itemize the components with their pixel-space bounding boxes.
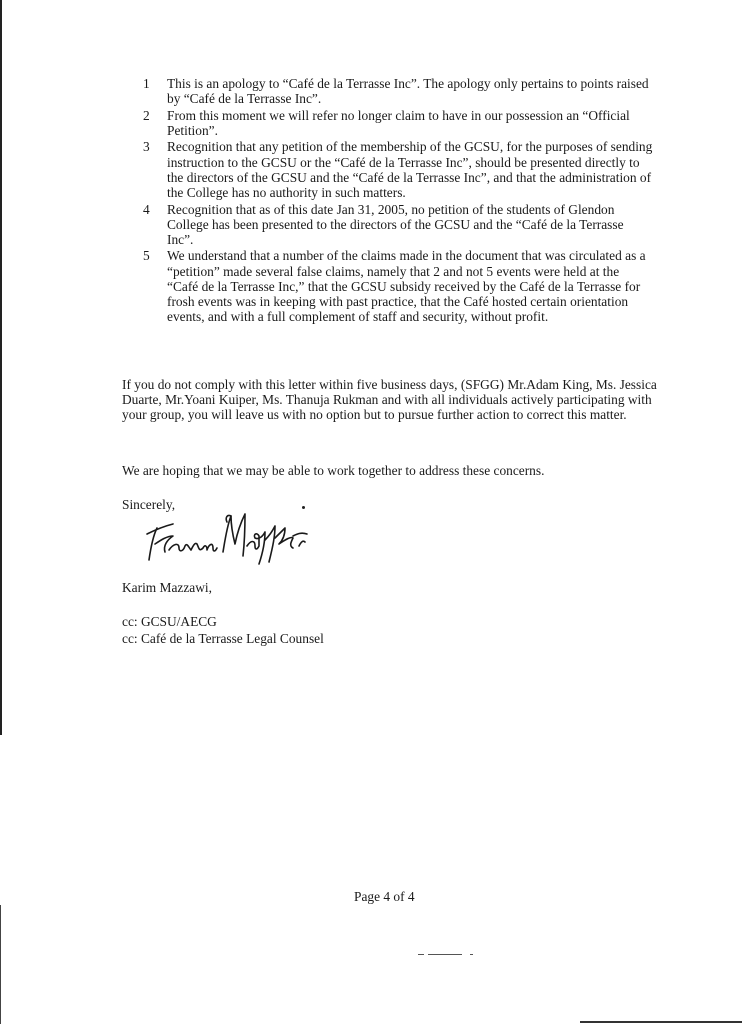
page-number: Page 4 of 4 bbox=[354, 889, 415, 904]
list-item-text: Recognition that any petition of the membership of the GCSU, for the purposes of sending instruction to the GCSU or the “Café de la Terrasse Inc”, should be presented directly to the directors of the GCSU and the “Café de la Terrasse Inc”, and that the administration of the College has no authority in such matters. bbox=[167, 139, 653, 201]
numbered-list bbox=[143, 76, 653, 326]
compliance-paragraph: If you do not comply with this letter within five business days, (SFGG) Mr.Adam King, Ms. Jessica Duarte, Mr.Yoani Kuiper, Ms. Thanuja Rukman and with all individuals actively participating with your group, you will leave us with no option but to pursue further action to correct this matter. bbox=[122, 377, 657, 423]
list-item bbox=[143, 76, 653, 106]
list-item bbox=[143, 248, 653, 324]
cc-line: cc: GCSU/AECG bbox=[122, 614, 217, 629]
scan-edge-left bbox=[0, 0, 2, 735]
list-item-number: 2 bbox=[143, 107, 150, 123]
ink-dot bbox=[302, 506, 305, 509]
scan-edge-bottom bbox=[580, 1021, 742, 1023]
list-item-number: 5 bbox=[143, 248, 150, 264]
list-item-text: This is an apology to “Café de la Terrasse Inc”. The apology only pertains to points raised by “Café de la Terrasse Inc”. bbox=[167, 76, 649, 107]
handwritten-signature bbox=[143, 506, 311, 568]
scan-artifact-mark bbox=[418, 954, 478, 956]
list-item-number: 4 bbox=[143, 201, 150, 217]
list-item-number: 1 bbox=[143, 76, 150, 91]
list-item-text: From this moment we will refer no longer claim to have in our possession an “Official Petition”. bbox=[167, 107, 630, 138]
salutation: Sincerely, bbox=[122, 497, 176, 512]
list-item-text: We understand that a number of the claims made in the document that was circulated as a “petition” made several false claims, namely that 2 and not 5 events were held at the “Café de la Terrasse Inc,” that the GCSU subsidy received by the Café de la Terrasse for frosh events was in keeping with past practice, that the Café hosted certain orientation events, and with a full complement of staff and security, without profit. bbox=[167, 248, 646, 325]
list-item bbox=[143, 139, 653, 200]
closing-paragraph: We are hoping that we may be able to work together to address these concerns. bbox=[122, 463, 545, 478]
cc-line: cc: Café de la Terrasse Legal Counsel bbox=[122, 631, 324, 646]
scan-edge-left-lower bbox=[0, 905, 1, 1024]
list-item bbox=[143, 202, 653, 248]
list-item-number: 3 bbox=[143, 139, 150, 155]
list-item bbox=[143, 108, 653, 138]
list-item-text: Recognition that as of this date Jan 31, 2005, no petition of the students of Glendon College has been presented to the directors of the GCSU and the “Café de la Terrasse Inc”. bbox=[167, 201, 624, 247]
signatory-name: Karim Mazzawi, bbox=[122, 580, 212, 595]
